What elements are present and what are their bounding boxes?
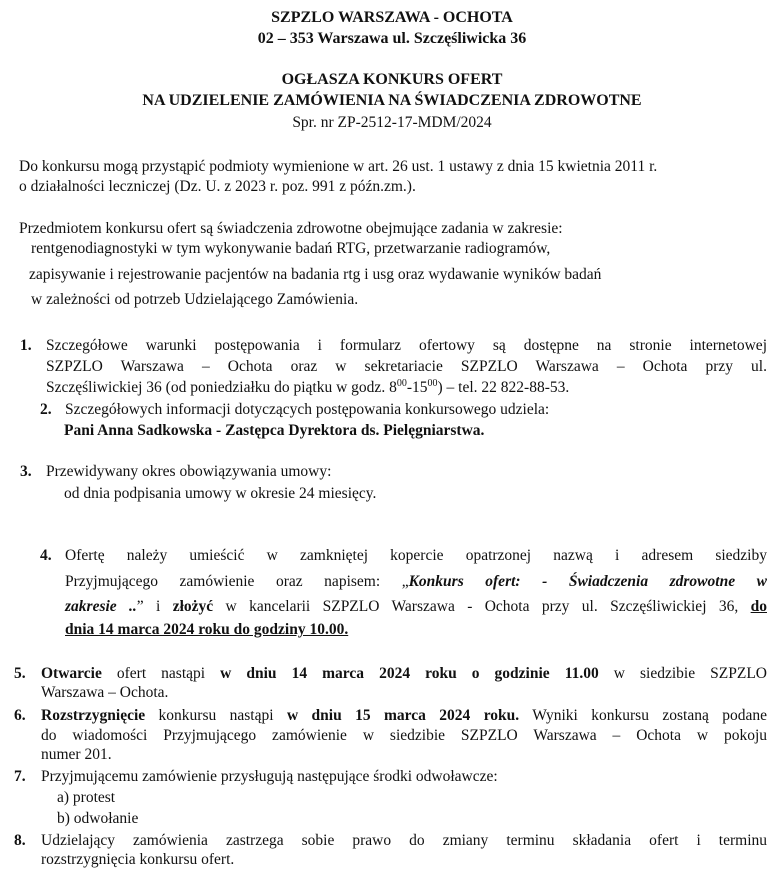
item-1-number: 1.: [20, 337, 32, 354]
announcement-title-2: NA UDZIELENIE ZAMÓWIENIA NA ŚWIADCZENIA ZDROWOTNE: [142, 92, 642, 109]
subject-line-2: rentgenodiagnostyki w tym wykonywanie badań RTG, przetwarzanie radiogramów,: [31, 240, 551, 257]
case-number: Spr. nr ZP-2512-17-MDM/2024: [292, 114, 492, 131]
item-8-line-1: Udzielający zamówienia zastrzega sobie prawo do zmiany terminu składania ofert i terminu: [41, 832, 767, 849]
org-name: SZPZLO WARSZAWA - OCHOTA: [271, 9, 513, 26]
subject-line-3: zapisywanie i rejestrowanie pacjentów na badania rtg i usg oraz wydawanie wyników badań: [29, 266, 602, 283]
item-5-line-1: Otwarcie ofert nastąpi w dniu 14 marca 2024 roku o godzinie 11.00 w siedzibie SZPZLO: [41, 665, 767, 682]
item-6-line-2: do wiadomości Przyjmującego zamówienie w siedzibie SZPZLO Warszawa – Ochota w pokoju: [41, 727, 767, 744]
item-2-contact: Pani Anna Sadkowska - Zastępca Dyrektora ds. Pielęgniarstwa.: [64, 422, 485, 439]
intro-line-2: o działalności leczniczej (Dz. U. z 2023 r. poz. 991 z późn.zm.).: [19, 178, 416, 195]
item-1-line-1: Szczegółowe warunki postępowania i formularz ofertowy są dostępne na stronie internetowej: [46, 337, 767, 354]
item-4-line-2: Przyjmującego zamówienie oraz napisem: „Konkurs ofert: - Świadczenia zdrowotne w: [65, 573, 767, 590]
item-6-line-3: numer 201.: [41, 746, 112, 763]
item-4-line-1: Ofertę należy umieścić w zamkniętej kopercie opatrzonej nazwą i adresem siedziby: [65, 547, 767, 564]
item-3-line-1: Przewidywany okres obowiązywania umowy:: [46, 463, 332, 480]
item-7-line-1: Przyjmującemu zamówienie przysługują następujące środki odwoławcze:: [41, 768, 498, 785]
item-2-line-1: Szczegółowych informacji dotyczących postępowania konkursowego udziela:: [65, 401, 550, 418]
item-6-number: 6.: [14, 707, 26, 724]
announcement-title-1: OGŁASZA KONKURS OFERT: [281, 71, 503, 88]
item-2-number: 2.: [40, 401, 52, 418]
item-8-number: 8.: [14, 832, 26, 849]
item-7-number: 7.: [14, 768, 26, 785]
subject-line-1: Przedmiotem konkursu ofert są świadczenia zdrowotne obejmujące zadania w zakresie:: [19, 220, 563, 237]
item-1-line-3: Szczęśliwickiej 36 (od poniedziałku do piątku w godz. $8^{00}-15^{00}$) – tel. 22 822-88-53.: [46, 378, 570, 396]
item-4-number: 4.: [40, 547, 52, 564]
item-1-line-2: SZPZLO Warszawa – Ochota oraz w sekretariacie SZPZLO Warszawa – Ochota przy ul.: [46, 358, 767, 375]
item-4-line-3: zakresie ..” i złożyć w kancelarii SZPZLO Warszawa - Ochota przy ul. Szczęśliwickiej 36, do: [65, 598, 767, 615]
org-address: 02 – 353 Warszawa ul. Szczęśliwicka 36: [257, 30, 527, 47]
item-7-option-a: a) protest: [57, 789, 116, 806]
intro-line-1: Do konkursu mogą przystąpić podmioty wymienione w art. 26 ust. 1 ustawy z dnia 15 kwietnia 2011 r.: [19, 158, 658, 175]
item-5-line-2: Warszawa – Ochota.: [41, 684, 169, 701]
item-6-line-1: Rozstrzygnięcie konkursu nastąpi w dniu 15 marca 2024 roku. Wyniki konkursu zostaną podane: [41, 707, 767, 724]
item-5-number: 5.: [14, 665, 26, 682]
item-7-option-b: b) odwołanie: [57, 810, 139, 827]
item-8-line-2: rozstrzygnięcia konkursu ofert.: [41, 851, 235, 868]
subject-line-4: w zależności od potrzeb Udzielającego Zamówienia.: [31, 291, 359, 308]
item-4-deadline: dnia 14 marca 2024 roku do godziny 10.00.: [65, 621, 349, 638]
item-3-line-2: od dnia podpisania umowy w okresie 24 miesięcy.: [64, 485, 377, 502]
item-3-number: 3.: [20, 463, 32, 480]
